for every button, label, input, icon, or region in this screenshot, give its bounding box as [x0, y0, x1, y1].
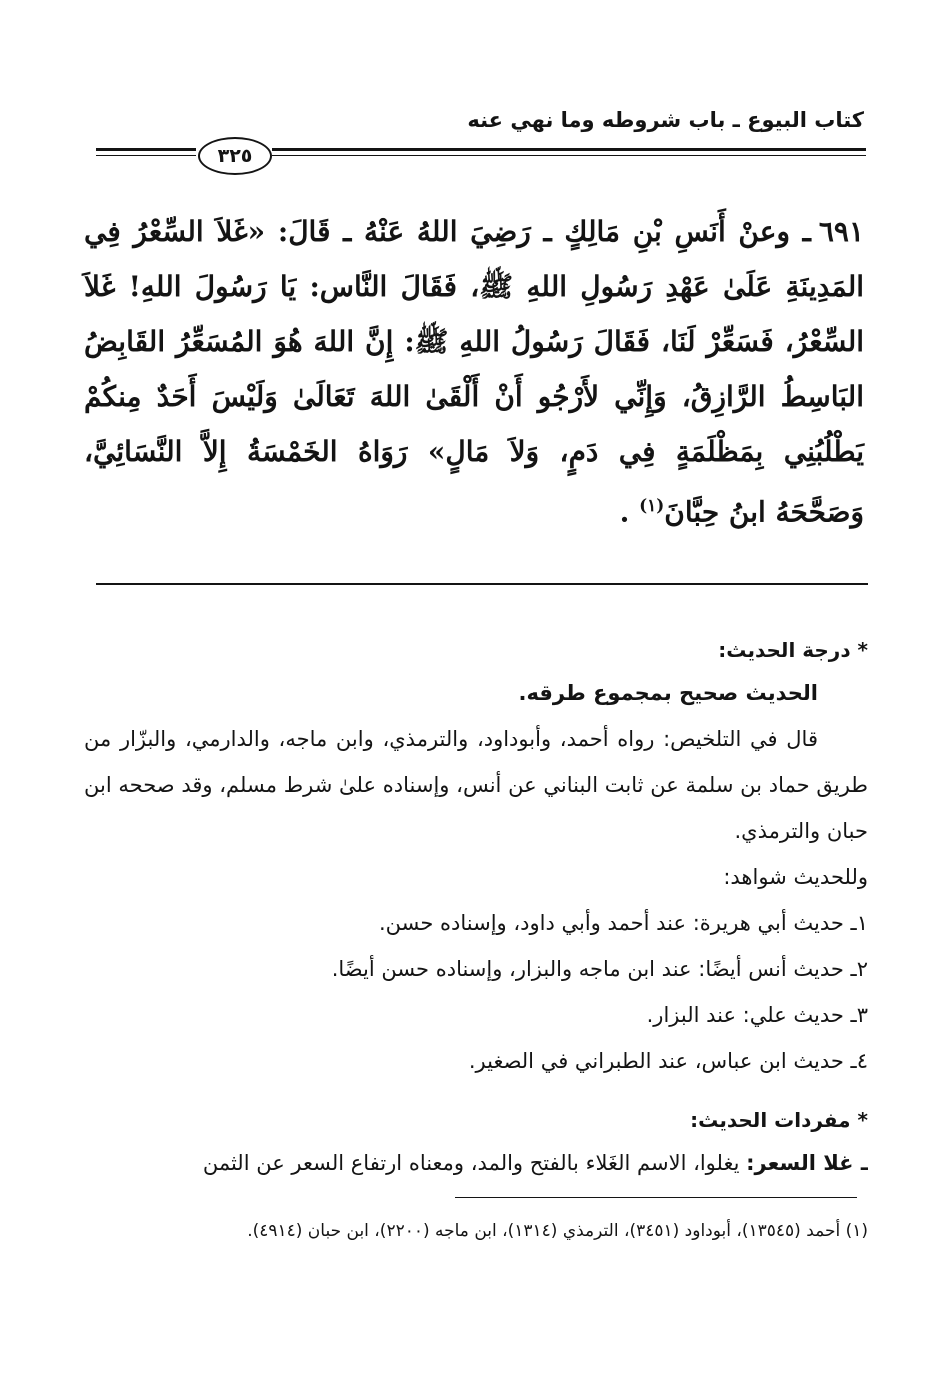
witness-item: ١ـ حديث أبي هريرة: عند أحمد وأبي داود، وإسناده حسن. — [378, 911, 868, 935]
footnote-ref[interactable]: (١) — [639, 496, 665, 516]
grade-section — [84, 630, 868, 1084]
witnesses-intro: وللحديث شواهد: — [723, 865, 868, 889]
hadith-number: ٦٩١ — [818, 215, 864, 248]
footnote-rule — [455, 1197, 857, 1198]
footnote-text: (١) أحمد (١٣٥٤٥)، أبوداود (٣٤٥١)، الترمذي (١٣١٤)، ابن ماجه (٢٢٠٠)، ابن حبان (٤٩١٤). — [247, 1221, 868, 1241]
vocab-definition: يغلوا، الاسم الغَلاء بالفتح والمد، ومعناه ارتفاع السعر عن الثمن — [202, 1151, 747, 1175]
header-rule-right-thick — [272, 148, 866, 151]
witness-item: ٤ـ حديث ابن عباس، عند الطبراني في الصغير. — [468, 1049, 868, 1073]
witness-item: ٢ـ حديث أنس أيضًا: عند ابن ماجه والبزار، وإسناده حسن أيضًا. — [331, 957, 868, 981]
section-divider — [96, 583, 868, 585]
grade-verdict: الحديث صحيح بمجموع طرقه. — [518, 681, 818, 705]
header-rule-left-thick — [96, 148, 196, 151]
hadith-end: . — [619, 495, 640, 529]
grade-heading: * درجة الحديث: — [718, 638, 868, 662]
vocab-section — [84, 1100, 868, 1186]
page-number: ٣٢٥ — [198, 137, 272, 175]
vocab-entry — [84, 1140, 868, 1186]
hadith-body: ـ وعنْ أَنَسِ بْنِ مَالِكٍ ـ رَضِيَ اللهُ عَنْهُ ـ قَالَ: «غَلاَ السِّعْرُ فِي المَدِينَةِ عَلَىٰ عَهْدِ رَسُولِ اللهِ ﷺ، فَقَالَ النَّاس: يَا رَسُولَ اللهِ! غَلاَ السِّعْرُ، فَسَعِّرْ لَنَا، فَقَالَ رَسُولُ اللهِ ﷺ: إِنَّ اللهَ هُوَ المُسَعِّرُ القَابِضُ البَاسِطُ الرَّازِقُ، وَإِنِّي لأَرْجُو أَنْ أَلْقَىٰ اللهَ تَعَالَىٰ وَلَيْسَ أَحَدٌ مِنكُمْ يَطْلُبُنِي بِمَظْلَمَةٍ فِي دَمٍ، وَلاَ مَالٍ» رَوَاهُ الخَمْسَةُ إِلاَّ النَّسَائِيَّ، وَصَحَّحَهُ ابنُ حِبَّانَ — [84, 215, 864, 529]
hadith-text-block — [84, 204, 864, 539]
vocab-heading: * مفردات الحديث: — [690, 1108, 868, 1132]
talkhis-paragraph: قال في التلخيص: رواه أحمد، وأبوداود، والترمذي، وابن ماجه، والدارمي، والبزّار من طريق حماد بن سلمة عن ثابت البناني عن أنس، وإسناده علىٰ شرط مسلم، وقد صححه ابن حبان والترمذي. — [84, 727, 868, 843]
vocab-term: ـ غلا السعر: — [746, 1151, 868, 1175]
header-rule-right-thin — [272, 155, 866, 156]
running-header-title: كتاب البيوع ـ باب شروطه وما نهي عنه — [467, 108, 864, 132]
header-rule-left-thin — [96, 155, 196, 156]
witness-item: ٣ـ حديث علي: عند البزار. — [646, 1003, 868, 1027]
